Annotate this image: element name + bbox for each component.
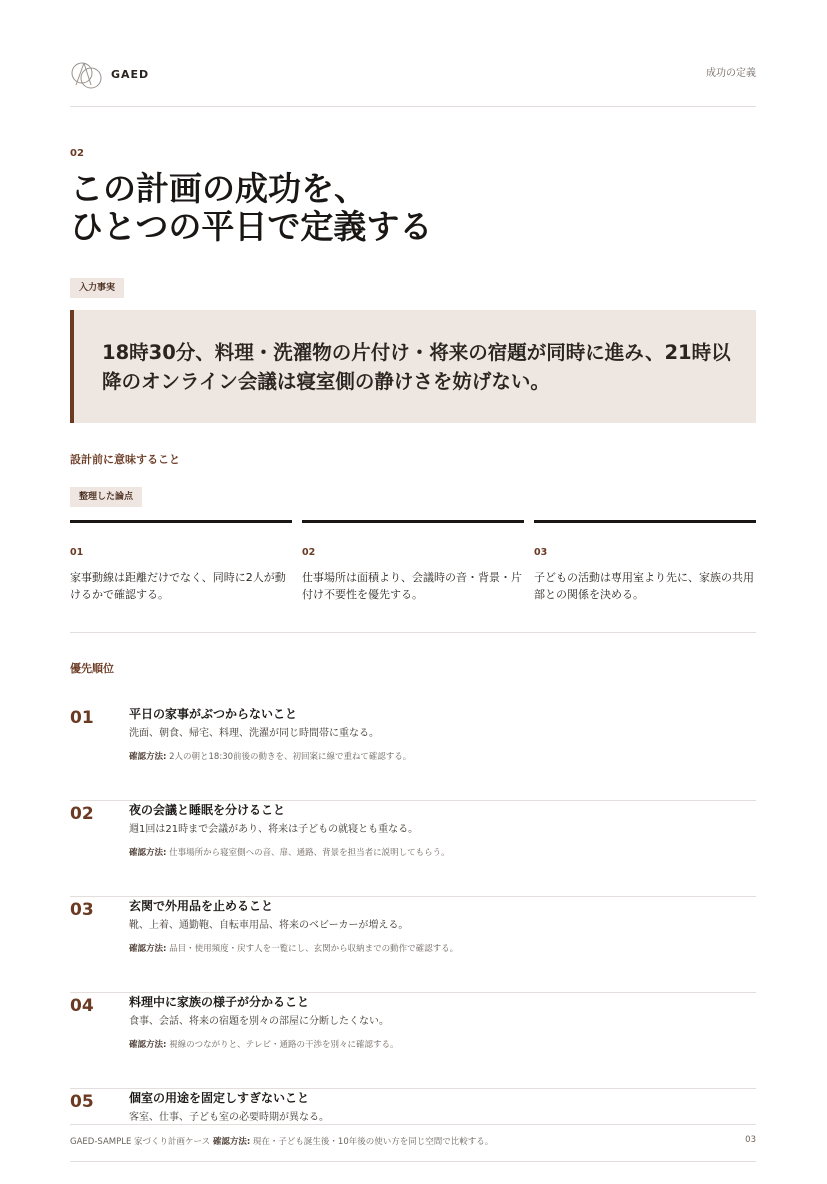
title-line-1: この計画の成功を、 (70, 169, 367, 208)
input-facts-tag: 入力事実 (70, 278, 124, 298)
priority-number: 03 (70, 900, 94, 920)
point-number: 01 (70, 547, 84, 558)
priority-heading: 優先順位 (70, 662, 114, 675)
priority-number: 02 (70, 804, 94, 824)
check-label: 確認方法: (129, 848, 167, 858)
point-card (534, 520, 756, 601)
priority-title: 料理中に家族の様子が分かること (129, 995, 310, 1009)
priority-item (70, 704, 756, 801)
priority-title: 玄関で外用品を止めること (129, 899, 274, 913)
key-fact-callout (70, 310, 756, 423)
priority-number: 01 (70, 708, 94, 728)
point-text: 仕事場所は面積より、会議時の音・背景・片付け不要性を優先する。 (302, 571, 522, 601)
point-number: 03 (534, 547, 548, 558)
page-footer (70, 1124, 756, 1162)
priority-item (70, 800, 756, 897)
check-text: 2人の朝と18:30前後の動きを、初回案に線で重ねて確認する。 (169, 752, 412, 762)
brand-name: GAED (111, 68, 150, 81)
priority-item (70, 896, 756, 993)
priority-check (129, 942, 458, 954)
priority-check (129, 846, 450, 858)
priority-description: 靴、上着、通勤鞄、自転車用品、将来のベビーカーが増える。 (129, 920, 409, 931)
check-label: 確認方法: (129, 1040, 167, 1050)
priority-number: 04 (70, 996, 94, 1016)
meaning-heading: 設計前に意味すること (70, 453, 180, 466)
check-text: 品目・使用頻度・戻す人を一覧にし、玄関から収納までの動作で確認する。 (169, 944, 459, 954)
priority-title: 個室の用途を固定しすぎないこと (129, 1091, 310, 1105)
priority-check (129, 1038, 398, 1050)
check-label: 確認方法: (129, 944, 167, 954)
point-text: 家事動線は距離だけでなく、同時に2人が動けるかで確認する。 (70, 571, 286, 601)
priority-description: 客室、仕事、子ども室の必要時期が異なる。 (129, 1112, 329, 1123)
check-text: 視線のつながりと、テレビ・通路の干渉を別々に確認する。 (169, 1040, 399, 1050)
points-row (70, 520, 756, 633)
check-label: 確認方法: (212, 1137, 251, 1147)
page-number: 03 (745, 1135, 756, 1145)
points-tag: 整理した論点 (70, 487, 142, 507)
priority-check (129, 750, 411, 762)
priority-number: 05 (70, 1092, 94, 1112)
section-number: 02 (70, 148, 84, 159)
priority-description: 週1回は21時まで会議があり、将来は子どもの就寝とも重なる。 (129, 824, 419, 835)
priority-title: 平日の家事がぶつからないこと (129, 707, 298, 721)
point-card (302, 520, 524, 601)
point-text: 子どもの活動は専用室より先に、家族の共用部との関係を決める。 (534, 571, 754, 601)
priority-item (70, 992, 756, 1089)
check-label: 確認方法: (129, 752, 167, 762)
check-text: 現在・子ども誕生後・10年後の使い方を同じ空間で比較する。 (252, 1137, 494, 1147)
title-line-2: ひとつの平日で定義する (70, 207, 433, 246)
point-card (70, 520, 292, 601)
point-number: 02 (302, 547, 316, 558)
page-title (70, 170, 432, 246)
footer-left (70, 1135, 493, 1147)
page-header (70, 58, 756, 107)
priority-description: 食事、会話、将来の宿題を別々の部屋に分断したくない。 (129, 1016, 389, 1027)
document-id: GAED-SAMPLE 家づくり計画ケース (70, 1137, 211, 1147)
document-page (70, 0, 756, 1170)
callout-text: 18時30分、料理・洗濯物の片付け・将来の宿題が同時に進み、21時以降のオンライン会議は寝室側の静けさを妨げない。 (102, 341, 731, 393)
gaed-logo-icon (70, 60, 104, 90)
priority-description: 洗面、朝食、帰宅、料理、洗濯が同じ時間帯に重なる。 (129, 728, 379, 739)
section-label: 成功の定義 (706, 68, 756, 79)
check-text: 仕事場所から寝室側への音、扉、通路、背景を担当者に説明してもらう。 (169, 848, 450, 858)
priority-title: 夜の会議と睡眠を分けること (129, 803, 286, 817)
